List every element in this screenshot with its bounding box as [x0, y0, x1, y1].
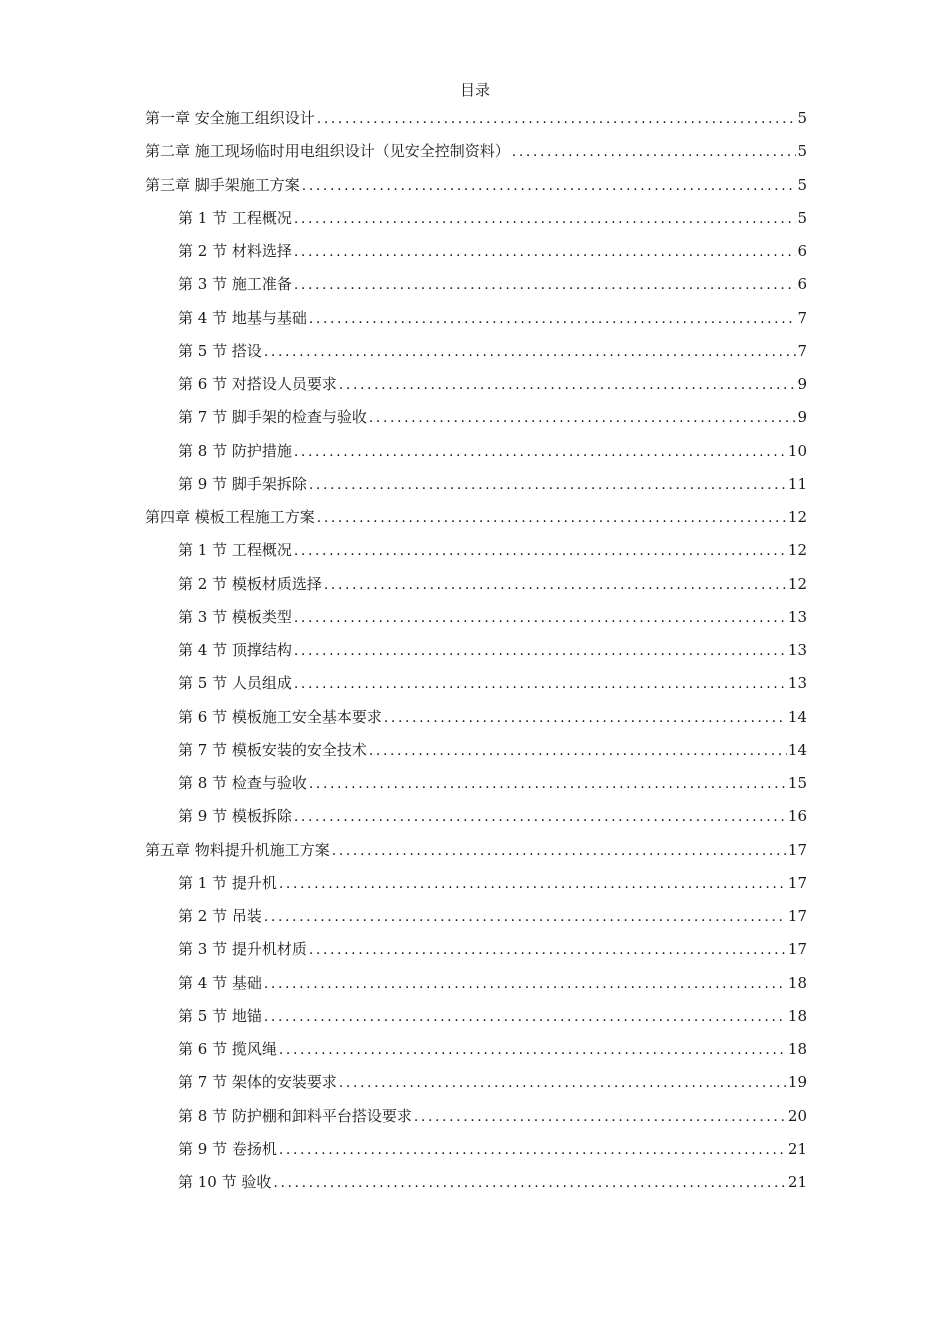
toc-dot-leader — [279, 1036, 787, 1064]
toc-dot-leader — [317, 105, 797, 133]
toc-dot-leader — [279, 1136, 787, 1164]
toc-page-number: 14 — [787, 740, 807, 759]
toc-entry-title: 第 3 节 施工准备 — [178, 275, 292, 294]
toc-section-entry[interactable] — [145, 437, 807, 470]
toc-page-number: 17 — [787, 873, 807, 892]
toc-dot-leader — [317, 504, 787, 532]
toc-page-number: 12 — [787, 508, 807, 526]
toc-dot-leader — [324, 571, 787, 599]
toc-section-entry[interactable] — [145, 869, 807, 902]
toc-dot-leader — [339, 1069, 787, 1097]
toc-page-number: 5 — [797, 142, 807, 161]
toc-section-entry[interactable] — [145, 370, 807, 403]
toc-page-number: 18 — [787, 1006, 807, 1025]
toc-page-number: 19 — [787, 1073, 807, 1092]
toc-entry-title: 第 1 节 提升机 — [178, 873, 277, 892]
toc-entry-title: 第 8 节 防护棚和卸料平台搭设要求 — [178, 1106, 412, 1125]
toc-section-entry[interactable] — [145, 337, 807, 370]
toc-dot-leader — [369, 737, 787, 765]
toc-entry-title: 第 7 节 模板安装的安全技术 — [178, 740, 367, 759]
toc-entry-title: 第一章 安全施工组织设计 — [145, 109, 315, 127]
toc-section-entry[interactable] — [145, 1168, 807, 1201]
toc-section-entry[interactable] — [145, 603, 807, 636]
toc-dot-leader — [294, 637, 787, 665]
toc-dot-leader — [332, 837, 787, 865]
toc-dot-leader — [309, 471, 787, 499]
toc-dot-leader — [339, 371, 797, 399]
toc-dot-leader — [512, 138, 797, 166]
toc-page-number: 12 — [787, 574, 807, 593]
toc-page-number: 15 — [787, 774, 807, 792]
toc-chapter-entry[interactable] — [145, 503, 807, 536]
toc-list — [145, 104, 807, 1201]
toc-page-number: 13 — [787, 674, 807, 693]
toc-dot-leader — [309, 770, 787, 798]
toc-entry-title: 第 6 节 对搭设人员要求 — [178, 375, 337, 393]
toc-entry-title: 第 3 节 模板类型 — [178, 607, 292, 626]
toc-dot-leader — [302, 172, 797, 200]
toc-section-entry[interactable] — [145, 669, 807, 702]
toc-dot-leader — [384, 704, 787, 732]
toc-entry-title: 第 4 节 地基与基础 — [178, 308, 307, 327]
toc-section-entry[interactable] — [145, 902, 807, 935]
toc-chapter-entry[interactable] — [145, 836, 807, 869]
toc-section-entry[interactable] — [145, 636, 807, 669]
toc-section-entry[interactable] — [145, 769, 807, 802]
toc-entry-title: 第二章 施工现场临时用电组织设计（见安全控制资料） — [145, 142, 510, 161]
toc-section-entry[interactable] — [145, 736, 807, 769]
toc-entry-title: 第 4 节 顶撑结构 — [178, 641, 292, 659]
toc-dot-leader — [264, 970, 787, 998]
toc-entry-title: 第 8 节 防护措施 — [178, 441, 292, 460]
toc-page-number: 21 — [787, 1139, 807, 1158]
toc-page-number: 16 — [787, 807, 807, 826]
toc-entry-title: 第 9 节 卷扬机 — [178, 1139, 277, 1158]
toc-dot-leader — [279, 870, 787, 898]
toc-section-entry[interactable] — [145, 1068, 807, 1101]
toc-entry-title: 第 1 节 工程概况 — [178, 208, 292, 227]
toc-entry-title: 第 5 节 搭设 — [178, 341, 262, 360]
toc-section-entry[interactable] — [145, 1035, 807, 1068]
toc-dot-leader — [294, 604, 787, 632]
toc-page-number: 9 — [797, 408, 807, 427]
toc-dot-leader — [294, 537, 787, 565]
toc-entry-title: 第五章 物料提升机施工方案 — [145, 840, 330, 859]
toc-chapter-entry[interactable] — [145, 171, 807, 204]
toc-entry-title: 第 5 节 地锚 — [178, 1006, 262, 1025]
toc-entry-title: 第 1 节 工程概况 — [178, 541, 292, 560]
toc-dot-leader — [294, 438, 787, 466]
toc-section-entry[interactable] — [145, 304, 807, 337]
toc-section-entry[interactable] — [145, 204, 807, 237]
toc-dot-leader — [294, 205, 797, 233]
toc-dot-leader — [264, 338, 797, 366]
toc-chapter-entry[interactable] — [145, 137, 807, 170]
toc-section-entry[interactable] — [145, 935, 807, 968]
toc-page-number: 5 — [797, 109, 807, 127]
toc-entry-title: 第 6 节 模板施工安全基本要求 — [178, 707, 382, 726]
toc-dot-leader — [309, 936, 787, 964]
toc-page-number: 17 — [787, 907, 807, 925]
toc-page-number: 21 — [787, 1173, 807, 1191]
toc-entry-title: 第 10 节 验收 — [178, 1173, 272, 1191]
toc-page-number: 20 — [787, 1106, 807, 1125]
toc-entry-title: 第四章 模板工程施工方案 — [145, 508, 315, 526]
toc-entry-title: 第 2 节 材料选择 — [178, 242, 292, 260]
toc-dot-leader — [264, 903, 787, 931]
toc-page-number: 17 — [787, 840, 807, 859]
toc-page-number: 9 — [797, 375, 807, 393]
toc-dot-leader — [414, 1103, 787, 1131]
toc-dot-leader — [294, 238, 797, 266]
toc-page-number: 13 — [787, 641, 807, 659]
toc-page-number: 6 — [797, 242, 807, 260]
toc-page-number: 12 — [787, 541, 807, 560]
toc-page-number: 7 — [797, 308, 807, 327]
toc-page-number: 10 — [787, 441, 807, 460]
toc-section-entry[interactable] — [145, 969, 807, 1002]
toc-section-entry[interactable] — [145, 1102, 807, 1135]
toc-section-entry[interactable] — [145, 403, 807, 436]
toc-dot-leader — [369, 404, 797, 432]
toc-dot-leader — [294, 670, 787, 698]
toc-page-number: 18 — [787, 973, 807, 992]
toc-section-entry[interactable] — [145, 470, 807, 503]
toc-entry-title: 第三章 脚手架施工方案 — [145, 175, 300, 194]
toc-section-entry[interactable] — [145, 536, 807, 569]
toc-section-entry[interactable] — [145, 270, 807, 303]
toc-page-number: 5 — [797, 175, 807, 194]
toc-entry-title: 第 6 节 揽风绳 — [178, 1040, 277, 1058]
toc-dot-leader — [273, 1169, 787, 1197]
toc-page-number: 18 — [787, 1040, 807, 1058]
toc-entry-title: 第 4 节 基础 — [178, 973, 262, 992]
toc-section-entry[interactable] — [145, 1135, 807, 1168]
toc-page-number: 13 — [787, 607, 807, 626]
toc-section-entry[interactable] — [145, 570, 807, 603]
toc-page-number: 6 — [797, 275, 807, 294]
toc-page-number: 11 — [787, 474, 807, 493]
toc-dot-leader — [294, 271, 797, 299]
toc-section-entry[interactable] — [145, 1002, 807, 1035]
toc-entry-title: 第 3 节 提升机材质 — [178, 940, 307, 959]
toc-entry-title: 第 5 节 人员组成 — [178, 674, 292, 693]
toc-entry-title: 第 8 节 检查与验收 — [178, 774, 307, 792]
toc-dot-leader — [294, 803, 787, 831]
toc-dot-leader — [309, 305, 797, 333]
toc-section-entry[interactable] — [145, 802, 807, 835]
toc-entry-title: 第 7 节 架体的安装要求 — [178, 1073, 337, 1092]
toc-page-number: 7 — [797, 341, 807, 360]
toc-page-number: 5 — [797, 208, 807, 227]
toc-chapter-entry[interactable] — [145, 104, 807, 137]
toc-title: 目录 — [459, 81, 490, 99]
toc-page-number: 17 — [787, 940, 807, 959]
toc-page-number: 14 — [787, 707, 807, 726]
toc-entry-title: 第 2 节 模板材质选择 — [178, 574, 322, 593]
toc-section-entry[interactable] — [145, 237, 807, 270]
toc-entry-title: 第 9 节 模板拆除 — [178, 807, 292, 826]
toc-dot-leader — [264, 1003, 787, 1031]
toc-entry-title: 第 9 节 脚手架拆除 — [178, 474, 307, 493]
toc-entry-title: 第 2 节 吊装 — [178, 907, 262, 925]
toc-section-entry[interactable] — [145, 703, 807, 736]
toc-entry-title: 第 7 节 脚手架的检查与验收 — [178, 408, 367, 427]
